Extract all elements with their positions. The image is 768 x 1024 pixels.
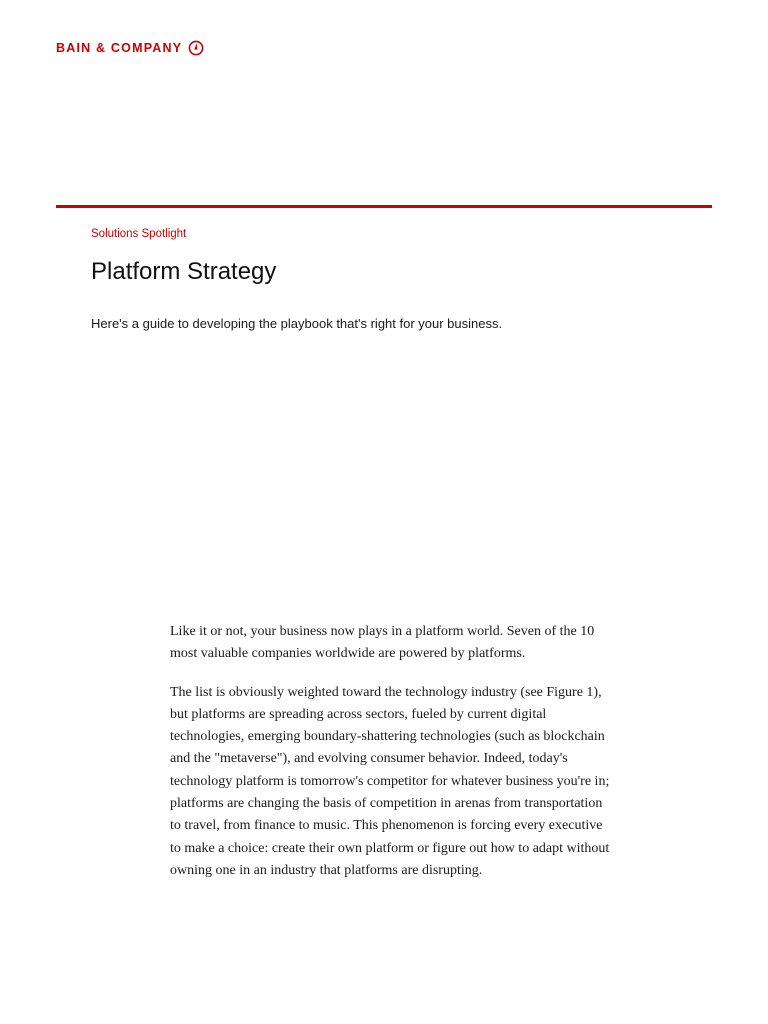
- compass-circle-icon: [188, 40, 204, 56]
- body-paragraph: Like it or not, your business now plays in a platform world. Seven of the 10 most valuable companies worldwide are powered by platforms.: [170, 624, 595, 662]
- page-subtitle: Here's a guide to developing the playbook that's right for your business.: [91, 316, 503, 331]
- header-divider: [56, 205, 712, 208]
- body-paragraph: The list is obviously weighted toward the technology industry (see Figure 1), but platforms are spreading across sectors, fueled by current digital technologies, emerging boundary-shattering technologies (such as blockchain and the "metaverse"), and evolving consumer behavior. Indeed, today's technology platform is tomorrow's competitor for whatever business you're in; platforms are changing the basis of competition in arenas from transportation to travel, from finance to music. This phenomenon is forcing every executive to make a choice: create their own platform or figure out how to adapt without owning one in an industry that platforms are disrupting.: [170, 684, 610, 878]
- brand-logo[interactable]: [56, 39, 204, 57]
- brand-logo-text: BAIN & COMPANY: [56, 41, 183, 55]
- section-eyebrow: Solutions Spotlight: [91, 228, 187, 240]
- article-body: [170, 621, 610, 898]
- page-title: Platform Strategy: [91, 258, 277, 285]
